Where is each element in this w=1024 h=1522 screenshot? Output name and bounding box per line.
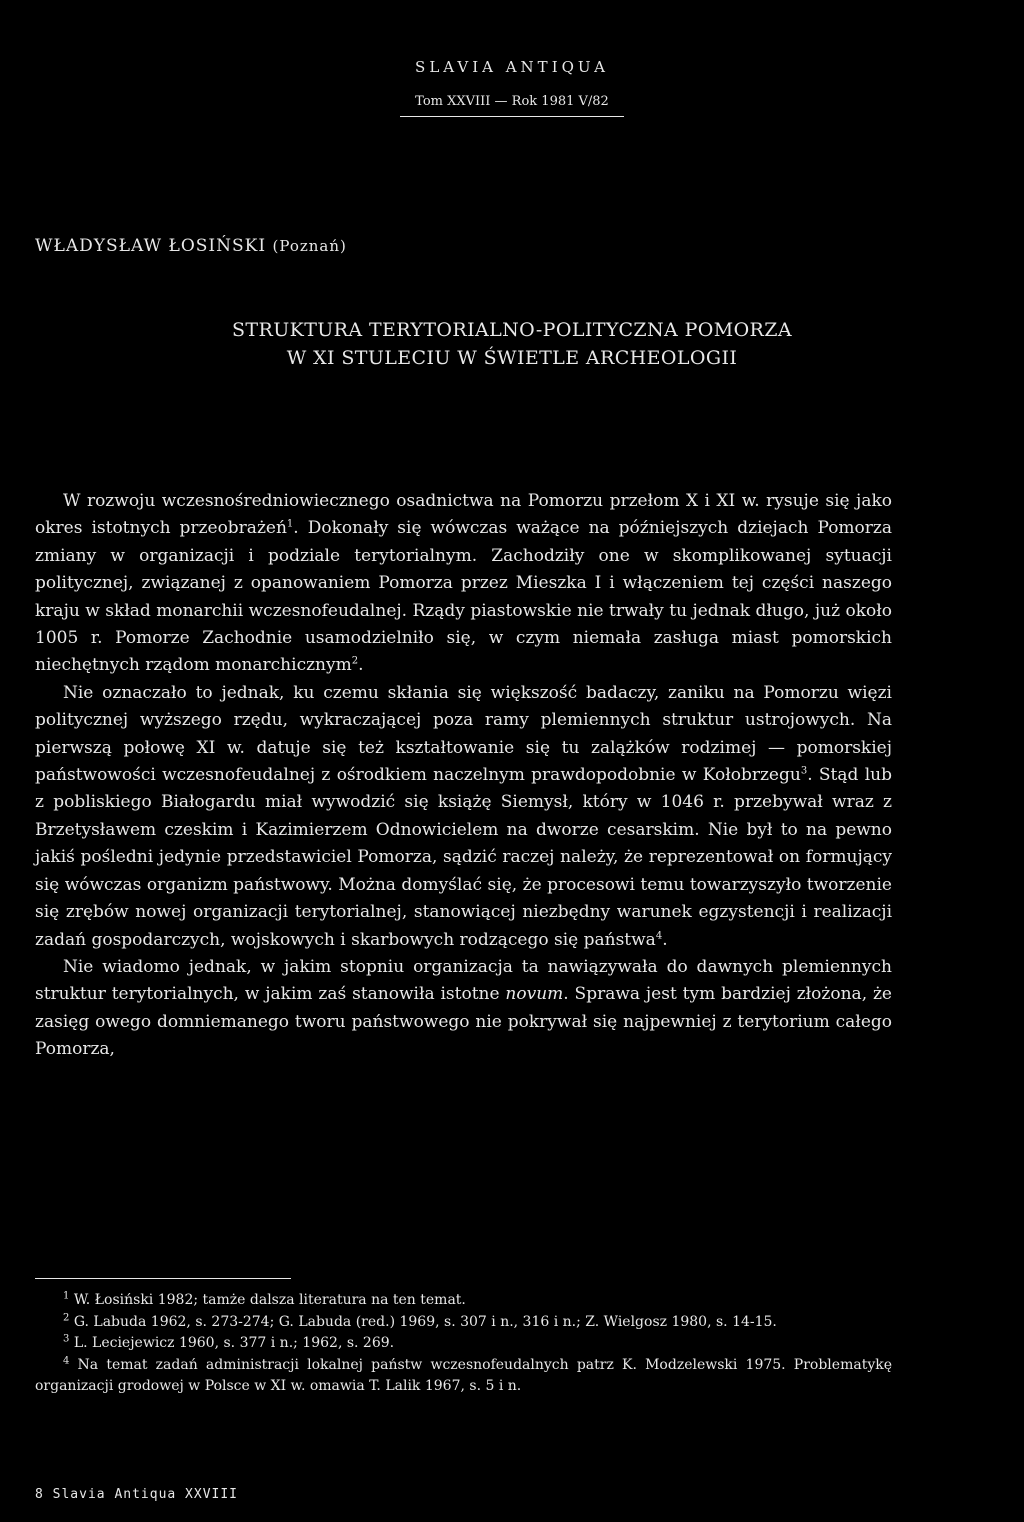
title-line-2: W XI STULECIU W ŚWIETLE ARCHEOLOGII — [286, 347, 738, 369]
header-rule — [400, 116, 624, 117]
journal-name: SLAVIA ANTIQUA — [415, 58, 609, 76]
footnote-2-mark: 2 — [63, 1311, 70, 1323]
footnote-4-text: Na temat zadań administracji lokalnej państw wczesnofeudalnych patrz K. Modzelewski 1975. Problematykę organizacji grodowej w Polsce w XI w. omawia T. Lalik 1967, s. 5 i n. — [35, 1356, 892, 1394]
footnote-4 — [35, 1355, 892, 1398]
body-text — [35, 488, 892, 1064]
footnote-3-mark: 3 — [63, 1333, 70, 1345]
article-title — [0, 316, 1024, 372]
footnote-2 — [35, 1312, 892, 1334]
paragraph-1 — [35, 488, 892, 680]
footnote-ref-3: 3 — [800, 765, 808, 777]
paragraph-1-text-a: W rozwoju wczesnośredniowiecznego osadnictwa na Pomorzu przełom X i XI w. rysuje się jako okres istotnych przeobrażeń — [35, 491, 892, 539]
footnote-ref-2: 2 — [351, 655, 359, 667]
paragraph-1-text-b: . Dokonały się wówczas ważące na późniejszych dziejach Pomorza zmiany w organizacji i podziale terytorialnym. Zachodziły one w skomplikowanej sytuacji politycznej, związanej z opanowaniem Pomorza przez Mieszka I i włączeniem tej części naszego kraju w skład monarchii wczesnofeudalnej. Rządy piastowskie nie trwały tu jednak długo, już około 1005 r. Pomorze Zachodnie usamodzielniło się, w czym niemała zasługa miast pomorskich niechętnych rządom monarchicznym — [35, 518, 892, 676]
paragraph-2 — [35, 680, 892, 954]
author-name: WŁADYSŁAW ŁOSIŃSKI — [35, 236, 267, 256]
footnote-1-text: W. Łosiński 1982; tamże dalsza literatura na ten temat. — [69, 1292, 466, 1308]
paragraph-2-text-b: . Stąd lub z pobliskiego Białogardu miał wywodzić się książę Siemysł, który w 1046 r. przebywał wraz z Brzetysławem czeskim i Kazimierzem Odnowicielem na dworze cesarskim. Nie był to na pewno jakiś pośledni jedynie przedstawiciel Pomorza, sądzić raczej należy, że reprezentował on formujący się wówczas organizm państwowy. Można domyślać się, że procesowi temu towarzyszyło tworzenie się zrębów nowej organizacji terytorialnej, stanowiącej niezbędny warunek egzystencji i realizacji zadań gospodarczych, wojskowych i skarbowych rodzącego się państwa — [35, 765, 892, 950]
footnote-4-mark: 4 — [63, 1354, 70, 1366]
paragraph-3-text-b: . Sprawa jest tym bardziej złożona, że zasięg owego domniemanego tworu państwowego nie pokrywał się najpewniej z terytorium całego Pomorza, — [35, 984, 892, 1060]
footnote-rule — [35, 1278, 291, 1279]
title-line-1: STRUKTURA TERYTORIALNO-POLITYCZNA POMORZA — [232, 319, 792, 341]
footnote-3 — [35, 1333, 892, 1355]
volume-info: Tom XXVIII — Rok 1981 V/82 — [415, 94, 609, 109]
paragraph-3-emphasis: novum — [505, 984, 564, 1005]
page-signature: 8 Slavia Antiqua XXVIII — [35, 1487, 239, 1502]
paragraph-2-text-c: . — [662, 929, 668, 950]
footnote-ref-1: 1 — [286, 518, 294, 530]
footnote-2-text: G. Labuda 1962, s. 273-274; G. Labuda (red.) 1969, s. 307 i n., 316 i n.; Z. Wielgosz 1980, s. 14-15. — [69, 1313, 777, 1330]
paragraph-3 — [35, 954, 892, 1064]
footnote-3-text: L. Leciejewicz 1960, s. 377 i n.; 1962, s. 269. — [69, 1335, 395, 1351]
paragraph-3-text-a: Nie wiadomo jednak, w jakim stopniu organizacja ta nawiązywała do dawnych plemiennych struktur terytorialnych, w jakim zaś stanowiła istotne — [35, 956, 892, 1005]
footnote-1 — [35, 1290, 892, 1312]
paragraph-1-text-c: . — [358, 655, 364, 676]
author-line — [35, 236, 347, 256]
footnote-ref-4: 4 — [655, 929, 663, 941]
footnotes — [35, 1290, 892, 1398]
author-affiliation: (Poznań) — [272, 237, 347, 255]
footnote-1-mark: 1 — [63, 1290, 70, 1302]
paragraph-2-text-a: Nie oznaczało to jednak, ku czemu skłania się większość badaczy, zaniku na Pomorzu więzi politycznej wyższego rzędu, wykraczającej poza ramy plemiennych struktur ustrojowych. Na pierwszą połowę XI w. datuje się też kształtowanie się tu zalążków rodzimej — pomorskiej państwowości wczesnofeudalnej z ośrodkiem naczelnym prawdopodobnie w Kołobrzegu — [35, 682, 892, 786]
